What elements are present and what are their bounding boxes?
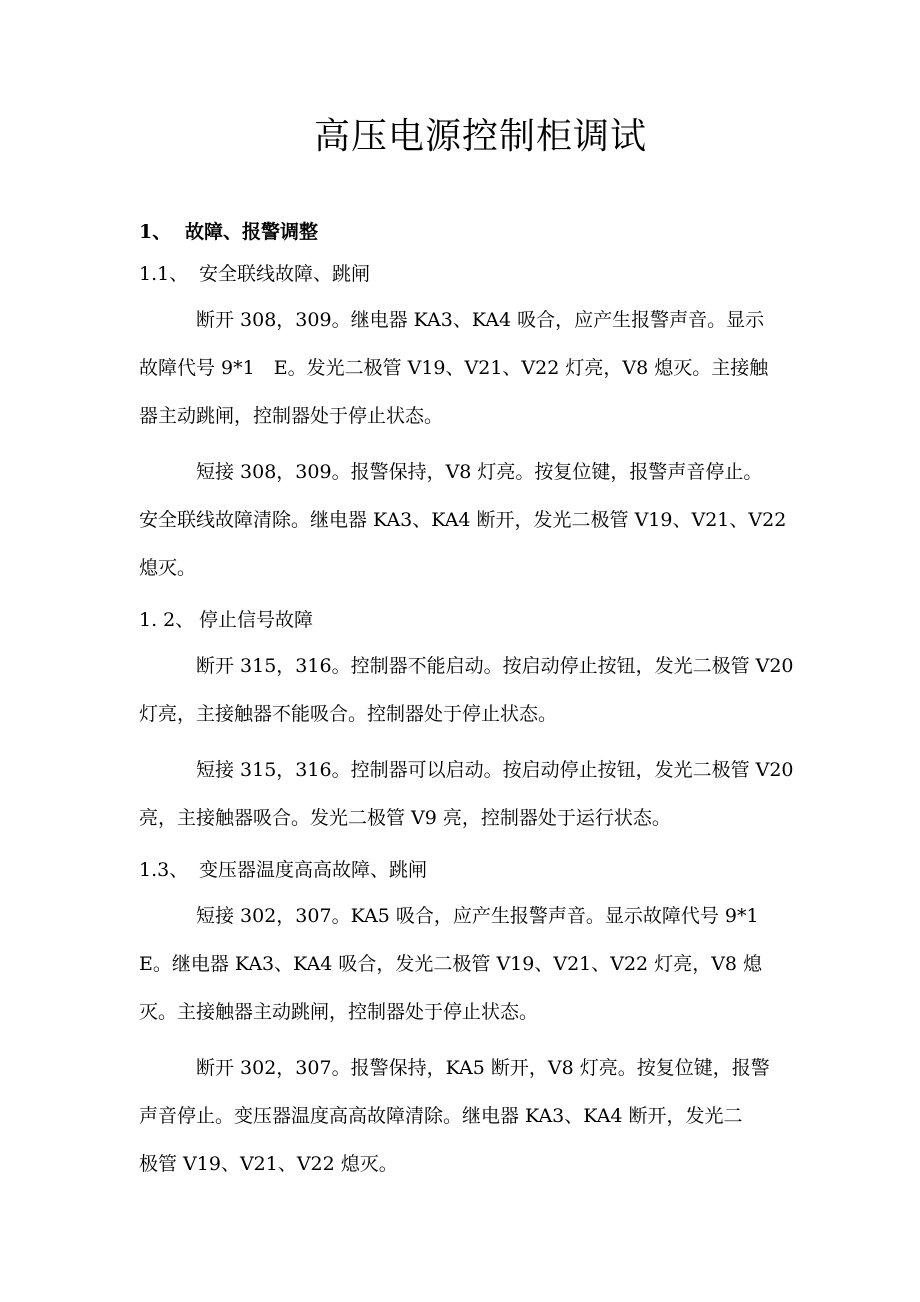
paragraph-1-2-b: [139, 746, 822, 842]
paragraph-1-2-a: [139, 642, 822, 738]
subsection-number: 1.1、: [139, 263, 189, 285]
subsection-heading-text: 变压器温度高高故障、跳闸: [199, 859, 428, 881]
text-line: 亮，主接触器吸合。发光二极管 V9 亮，控制器处于运行状态。: [139, 807, 671, 829]
text-line: 短接 308，309。报警保持，V8 灯亮。按复位键，报警声音停止。: [196, 461, 763, 483]
text-line: 断开 315，316。控制器不能启动。按启动停止按钮，发光二极管 V20: [196, 655, 794, 677]
subsection-heading-1-2: [139, 606, 822, 634]
text-line: 安全联线故障清除。继电器 KA3、KA4 断开，发光二极管 V19、V21、V22: [139, 509, 787, 531]
paragraph-1-3-b: [139, 1044, 822, 1188]
section-heading-text: 故障、报警调整: [185, 221, 319, 243]
text-line: 极管 V19、V21、V22 熄灭。: [139, 1153, 398, 1175]
subsection-number: 1. 2、: [139, 609, 195, 631]
text-line: 故障代号 9*1 E。发光二极管 V19、V21、V22 灯亮，V8 熄灭。主接触: [139, 357, 769, 379]
text-line: 短接 302，307。KA5 吸合，应产生报警声音。显示故障代号 9*1: [196, 905, 759, 927]
paragraph-1-1-a: [139, 296, 822, 440]
subsection-heading-1-1: [139, 260, 822, 288]
subsection-heading-text: 停止信号故障: [199, 609, 314, 631]
text-line: 声音停止。变压器温度高高故障清除。继电器 KA3、KA4 断开，发光二: [139, 1105, 743, 1127]
text-line: 断开 308，309。继电器 KA3、KA4 吸合，应产生报警声音。显示: [196, 309, 765, 331]
text-line: 断开 302，307。报警保持，KA5 断开，V8 灯亮。按复位键，报警: [196, 1057, 770, 1079]
text-line: 短接 315，316。控制器可以启动。按启动停止按钮，发光二极管 V20: [196, 759, 794, 781]
paragraph-1-1-b: [139, 448, 822, 592]
section-heading-1: [139, 218, 822, 246]
text-line: 熄灭。: [139, 557, 197, 579]
paragraph-1-3-a: [139, 892, 822, 1036]
document-page: [139, 0, 822, 1188]
text-line: 灭。主接触器主动跳闸，控制器处于停止状态。: [139, 1001, 539, 1023]
subsection-number: 1.3、: [139, 859, 189, 881]
text-line: 器主动跳闸，控制器处于停止状态。: [139, 405, 444, 427]
subsection-heading-1-3: [139, 856, 822, 884]
text-line: E。继电器 KA3、KA4 吸合，发光二极管 V19、V21、V22 灯亮，V8 熄: [139, 953, 763, 975]
text-line: 灯亮，主接触器不能吸合。控制器处于停止状态。: [139, 703, 558, 725]
subsection-heading-text: 安全联线故障、跳闸: [199, 263, 371, 285]
document-title: 高压电源控制柜调试: [313, 116, 647, 157]
section-number: 1、: [139, 221, 172, 243]
